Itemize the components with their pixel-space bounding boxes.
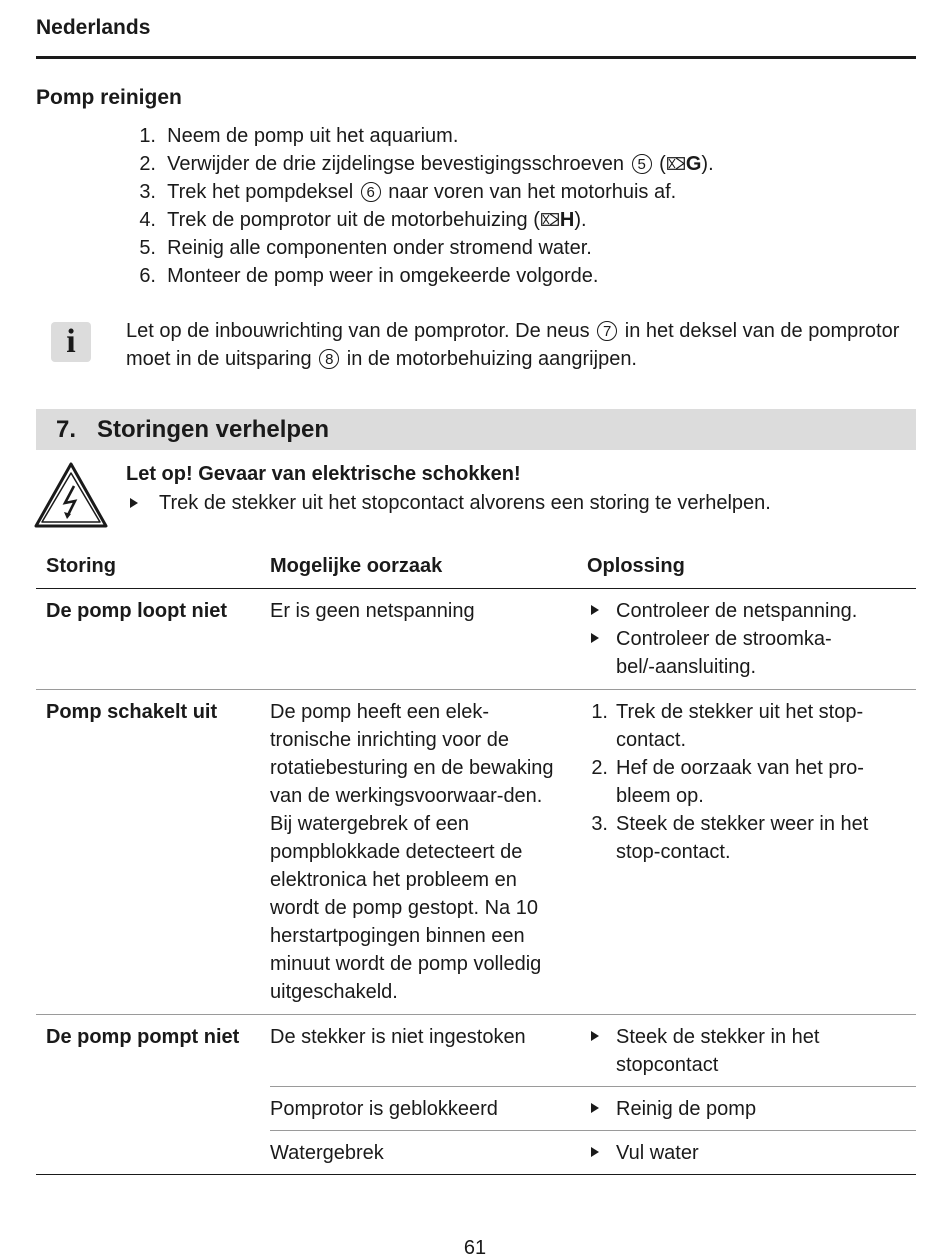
- section-number: 7.: [56, 416, 77, 443]
- solution-item: 1. Trek de stekker uit het stop-contact.: [591, 701, 864, 751]
- callout-number: 5: [632, 154, 652, 174]
- solution-item: Vul water: [587, 1139, 916, 1167]
- header-fault: Storing: [46, 555, 116, 577]
- header-cause: Mogelijke oorzaak: [270, 555, 443, 577]
- page-number: 61: [463, 1237, 487, 1259]
- solution-item: Controleer de stroomka-bel/-aansluiting.: [587, 625, 916, 681]
- warning-instruction: Trek de stekker uit het stopcontact alvorens een storing te verhelpen.: [126, 490, 771, 516]
- callout-number: 7: [597, 321, 617, 341]
- solution-item: Reinig de pomp: [587, 1095, 916, 1123]
- step-5: 5. Reinig alle componenten onder stromend water.: [139, 237, 592, 259]
- troubleshooting-table: [36, 552, 916, 1175]
- figure-reference-icon: [541, 213, 559, 226]
- solution-item: 3. Steek de stekker weer in het stop-contact.: [591, 813, 869, 863]
- warning-title: Let op! Gevaar van elektrische schokken!: [126, 463, 521, 485]
- table-row: De pomp loopt niet Er is geen netspanning Controleer de netspanning. Controleer de stroomka-bel/-aansluiting.: [36, 589, 916, 690]
- info-icon: i: [51, 322, 91, 362]
- solution-item: Steek de stekker in het stopcontact: [587, 1023, 916, 1079]
- figure-reference-icon: [667, 157, 685, 170]
- callout-number: 8: [319, 349, 339, 369]
- header-rule: [36, 56, 916, 59]
- step-4: 4. Trek de pomprotor uit de motorbehuizing ( H).: [139, 209, 587, 231]
- step-2: 2. Verwijder de drie zijdelingse bevestigingsschroeven 5 ( G).: [139, 153, 714, 175]
- table-row: Watergebrek Vul water: [270, 1131, 916, 1174]
- step-3: 3. Trek het pompdeksel 6 naar voren van het motorhuis af.: [139, 181, 677, 203]
- section-title: Storingen verhelpen: [97, 416, 330, 443]
- info-note: Let op de inbouwrichting van de pomprotor. De neus 7 in het deksel van de pomprotor moet in de uitsparing 8 in de motorbehuizing aangrijpen.: [126, 320, 900, 370]
- cleaning-steps: [108, 122, 908, 290]
- cleaning-heading: Pomp reinigen: [36, 86, 182, 109]
- step-6: 6. Monteer de pomp weer in omgekeerde volgorde.: [139, 265, 599, 287]
- bullet-arrow-icon: [130, 498, 138, 508]
- bullet-arrow-icon: [591, 605, 599, 615]
- bullet-arrow-icon: [591, 633, 599, 643]
- language-header: Nederlands: [36, 16, 151, 39]
- solution-item: Controleer de netspanning.: [587, 597, 916, 625]
- bullet-arrow-icon: [591, 1103, 599, 1113]
- header-solution: Oplossing: [587, 555, 685, 577]
- bullet-arrow-icon: [591, 1147, 599, 1157]
- callout-number: 6: [361, 182, 381, 202]
- solution-item: 2. Hef de oorzaak van het pro-bleem op.: [591, 757, 864, 807]
- bullet-arrow-icon: [591, 1031, 599, 1041]
- electric-hazard-icon: [34, 462, 108, 528]
- table-row: Pomprotor is geblokkeerd Reinig de pomp: [270, 1087, 916, 1131]
- table-header-row: [36, 552, 916, 589]
- step-1: 1. Neem de pomp uit het aquarium.: [139, 125, 459, 147]
- table-row: Pomp schakelt uit De pomp heeft een elek-tronische inrichting voor de rotatiebesturing en de bewaking van de werkingsvoorwaar-den. Bij watergebrek of een pompblokkade detecteert de elektronica het probleem en wordt de pomp gestopt. Na 10 herstartpogingen binnen een minuut wordt de pomp volledig uitgeschakeld. 1. Trek de stekker uit het stop-contact. 2. Hef de oorzaak van het pro-bleem op. 3. Steek de stekker weer in het stop-contact.: [36, 690, 916, 1015]
- table-row-group: De pomp pompt niet De stekker is niet ingestoken Steek de stekker in het stopcontact Pomprotor is geblokkeerd Reinig de pomp Watergebrek Vul water: [36, 1015, 916, 1175]
- table-row: De stekker is niet ingestoken Steek de stekker in het stopcontact: [270, 1015, 916, 1087]
